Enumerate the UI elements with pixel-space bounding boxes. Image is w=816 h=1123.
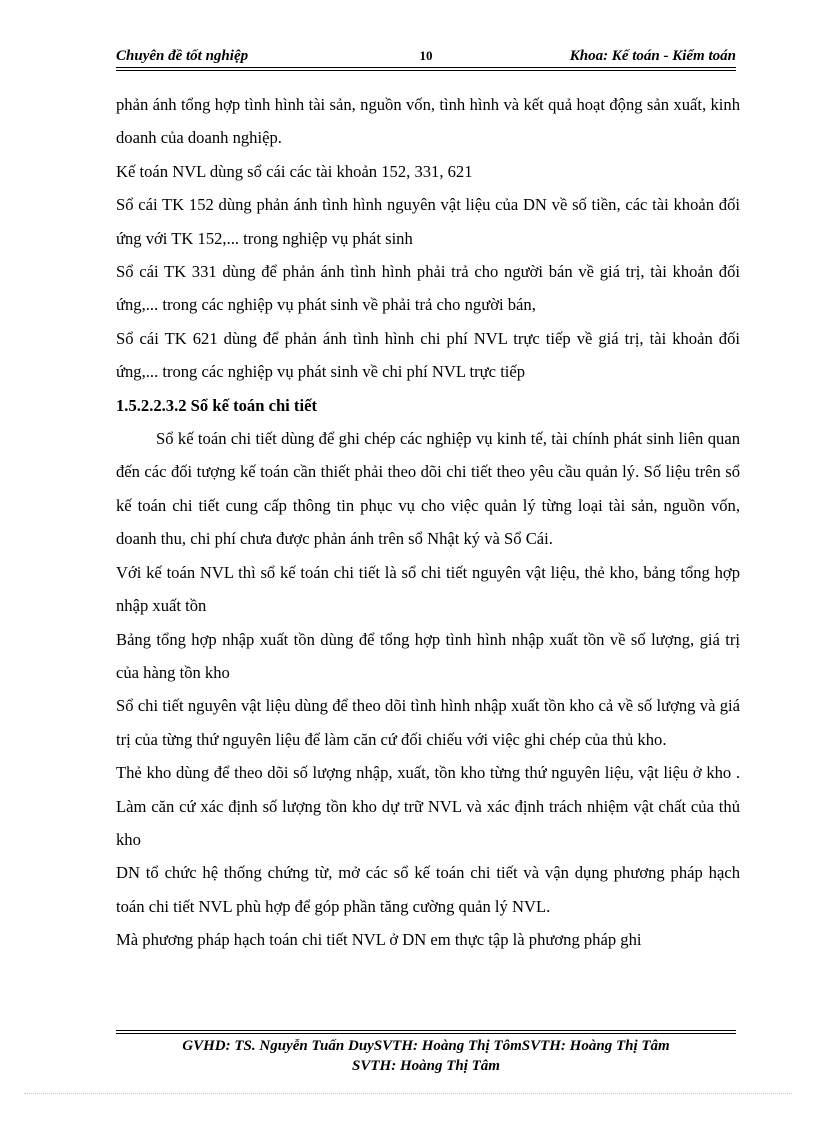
paragraph-7: Với kế toán NVL thì sổ kế toán chi tiết là sổ chi tiết nguyên vật liệu, thẻ kho, bảng tổng hợp nhập xuất tồn <box>116 562 740 616</box>
section-heading: 1.5.2.2.3.2 Sổ kế toán chi tiết <box>116 395 317 415</box>
page-number: 10 <box>419 48 433 63</box>
page-edge-dots <box>24 1093 792 1094</box>
header-thesis-title: Chuyên đề tốt nghiệp <box>116 48 249 64</box>
paragraph-2: Kế toán NVL dùng sổ cái các tài khoản 152, 331, 621 <box>116 161 473 181</box>
footer-line-2: SVTH: Hoàng Thị Tâm <box>352 1058 500 1074</box>
page-footer <box>116 1036 736 1076</box>
paragraph-12: Mà phương pháp hạch toán chi tiết NVL ở DN em thực tập là phương pháp ghi <box>116 930 642 950</box>
footer-divider <box>116 1030 736 1034</box>
footer-line-1: GVHD: TS. Nguyễn Tuấn DuySVTH: Hoàng Thị TômSVTH: Hoàng Thị Tâm <box>182 1038 670 1054</box>
paragraph-9: Sổ chi tiết nguyên vật liệu dùng để theo dõi tình hình nhập xuất tồn kho cả về số lượng và giá trị của từng thứ nguyên liệu để làm căn cứ đối chiếu với việc ghi chép của thủ kho. <box>116 696 740 749</box>
header-faculty: Khoa: Kế toán - Kiểm toán <box>569 48 736 64</box>
page-header <box>116 48 736 68</box>
paragraph-8: Bảng tổng hợp nhập xuất tồn dùng để tổng hợp tình hình nhập xuất tồn về số lượng, giá trị của hàng tồn kho <box>116 629 740 682</box>
paragraph-6: Sổ kế toán chi tiết dùng để ghi chép các nghiệp vụ kinh tế, tài chính phát sinh liên quan đến các đối tượng kế toán cần thiết phải theo dõi chi tiết theo yêu cầu quản lý. Số liệu trên sổ kế toán chi tiết cung cấp thông tin phục vụ cho việc quản lý từng loại tài sản, nguồn vốn, doanh thu, chi phí chưa được phản ánh trên sổ Nhật ký và Sổ Cái. <box>116 429 740 549</box>
header-divider <box>116 67 736 71</box>
paragraph-1: phản ánh tổng hợp tình hình tài sản, nguồn vốn, tình hình và kết quả hoạt động sản xuất, kinh doanh của doanh nghiệp. <box>116 95 740 148</box>
document-body <box>116 88 740 957</box>
paragraph-3: Sổ cái TK 152 dùng phản ánh tình hình nguyên vật liệu của DN về số tiền, các tài khoản đối ứng với TK 152,... trong nghiệp vụ phát sinh <box>116 195 740 248</box>
paragraph-4: Sổ cái TK 331 dùng để phản ánh tình hình phải trả cho người bán về giá trị, tài khoản đối ứng,... trong các nghiệp vụ phát sinh về phải trả cho người bán, <box>116 262 740 315</box>
paragraph-11: DN tổ chức hệ thống chứng từ, mở các sổ kế toán chi tiết và vận dụng phương pháp hạch toán chi tiết NVL phù hợp để góp phần tăng cường quản lý NVL. <box>116 863 740 916</box>
paragraph-5: Sổ cái TK 621 dùng để phản ánh tình hình chi phí NVL trực tiếp về giá trị, tài khoản đối ứng,... trong các nghiệp vụ phát sinh về chi phí NVL trực tiếp <box>116 328 740 382</box>
paragraph-10: Thẻ kho dùng để theo dõi số lượng nhập, xuất, tồn kho từng thứ nguyên liệu, vật liệu ở kho . Làm căn cứ xác định số lượng tồn kho dự trữ NVL và xác định trách nhiệm vật chất của thủ kho <box>116 763 740 849</box>
